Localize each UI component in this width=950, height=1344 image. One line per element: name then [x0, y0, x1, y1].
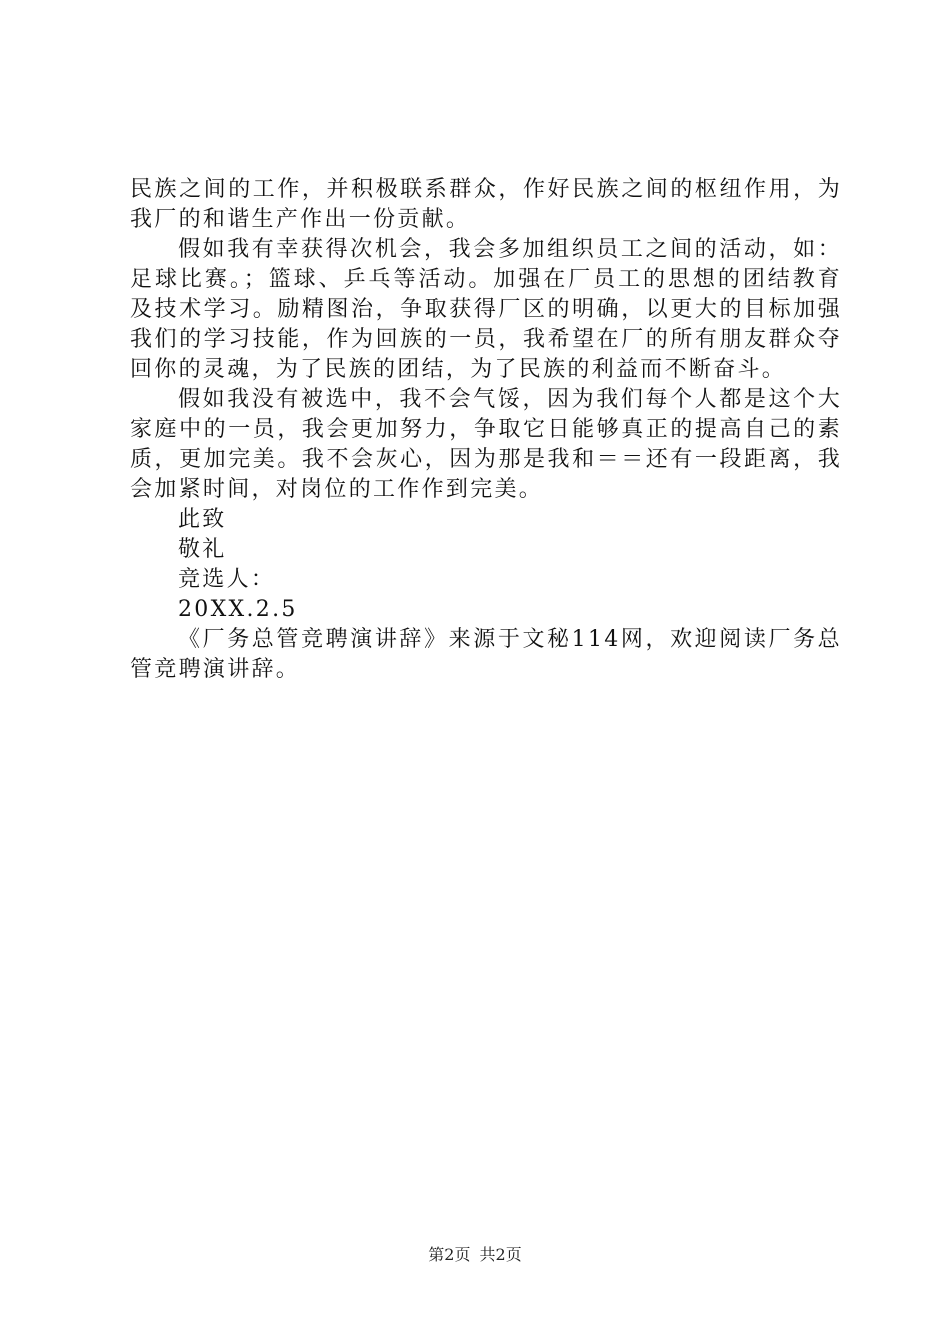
closing-salutation: 此致 — [178, 507, 227, 532]
page-number: 第2页 — [428, 1245, 471, 1264]
source-note: 《厂务总管竞聘演讲辞》来源于文秘114网，欢迎阅读厂务总管竞聘演讲辞。 — [130, 627, 842, 682]
paragraph-continuation: 民族之间的工作，并积极联系群众，作好民族之间的枢纽作用，为我厂的和谐生产作出一份贡献。 — [130, 177, 842, 232]
paragraph-if-not-selected: 假如我没有被选中，我不会气馁，因为我们每个人都是这个大家庭中的一员，我会更加努力，争取它日能够真正的提高自己的素质，更加完美。我不会灰心，因为那是我和＝＝还有一段距离，我会加紧时间，对岗位的工作作到完美。 — [130, 387, 842, 502]
closing-regards: 敬礼 — [178, 537, 227, 562]
document-date: 20XX.2.5 — [178, 597, 298, 622]
document-body — [130, 175, 842, 685]
page-total: 共2页 — [479, 1245, 522, 1264]
page-footer — [0, 1245, 950, 1265]
signature-label: 竞选人： — [178, 567, 276, 592]
paragraph-if-selected: 假如我有幸获得次机会，我会多加组织员工之间的活动，如：足球比赛。；篮球、乒乓等活动。加强在厂员工的思想的团结教育及技术学习。励精图治，争取获得厂区的明确，以更大的目标加强我们的学习技能，作为回族的一员，我希望在厂的所有朋友群众夺回你的灵魂，为了民族的团结，为了民族的利益而不断奋斗。 — [130, 237, 842, 382]
